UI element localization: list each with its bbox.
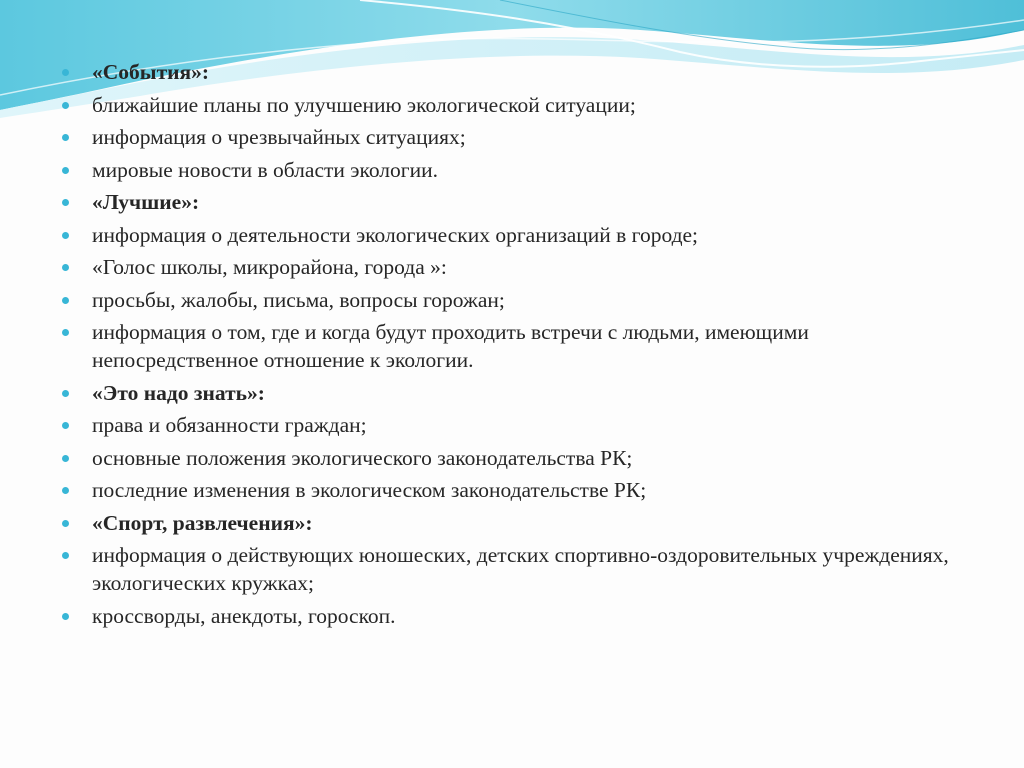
item-text: права и обязанности граждан; <box>92 413 367 437</box>
list-item <box>60 91 960 119</box>
bullet-icon <box>62 102 69 109</box>
bullet-icon <box>62 455 69 462</box>
bullet-icon <box>62 297 69 304</box>
bullet-list <box>60 58 960 630</box>
bullet-icon <box>62 613 69 620</box>
list-item <box>60 286 960 314</box>
bullet-icon <box>62 520 69 527</box>
item-text: информация о чрезвычайных ситуациях; <box>92 125 466 149</box>
item-text: «Лучшие»: <box>92 190 200 214</box>
bullet-icon <box>62 167 69 174</box>
item-text: «Спорт, развлечения»: <box>92 510 313 535</box>
item-text: ближайшие планы по улучшению экологической ситуации; <box>92 92 636 117</box>
item-text: «События»: <box>92 60 210 84</box>
bullet-icon <box>62 264 69 271</box>
item-text: кроссворды, анекдоты, гороскоп. <box>92 603 396 628</box>
section-heading <box>60 379 960 407</box>
item-text: мировые новости в области экологии. <box>92 157 438 182</box>
bullet-icon <box>62 552 69 559</box>
bullet-icon <box>62 390 69 397</box>
list-item <box>60 318 960 374</box>
item-text: просьбы, жалобы, письма, вопросы горожан; <box>92 287 505 312</box>
bullet-icon <box>62 199 69 206</box>
list-item <box>60 476 960 504</box>
list-item <box>60 156 960 184</box>
content-area <box>60 58 960 634</box>
list-item <box>60 444 960 472</box>
list-item <box>60 253 960 281</box>
bullet-icon <box>62 329 69 336</box>
section-heading <box>60 188 960 216</box>
list-item <box>60 602 960 630</box>
item-text: «Это надо знать»: <box>92 380 265 405</box>
section-heading <box>60 509 960 537</box>
item-text: основные положения экологического законодательства РК; <box>92 445 633 470</box>
list-item <box>60 221 960 249</box>
bullet-icon <box>62 134 69 141</box>
item-text: информация о деятельности экологических организаций в городе; <box>92 222 699 247</box>
bullet-icon <box>62 422 69 429</box>
item-text: информация о том, где и когда будут проходить встречи с людьми, имеющими непосредственное отношение к экологии. <box>92 320 809 372</box>
list-item <box>60 411 960 439</box>
list-item <box>60 541 960 597</box>
bullet-icon <box>62 232 69 239</box>
bullet-icon <box>62 487 69 494</box>
bullet-icon <box>62 69 69 76</box>
item-text: последние изменения в экологическом законодательстве РК; <box>92 478 647 502</box>
section-heading <box>60 58 960 86</box>
item-text: «Голос школы, микрорайона, города »: <box>92 255 447 279</box>
item-text: информация о действующих юношеских, детских спортивно-оздоровительных учреждениях, экологических кружках; <box>92 543 949 595</box>
list-item <box>60 123 960 151</box>
